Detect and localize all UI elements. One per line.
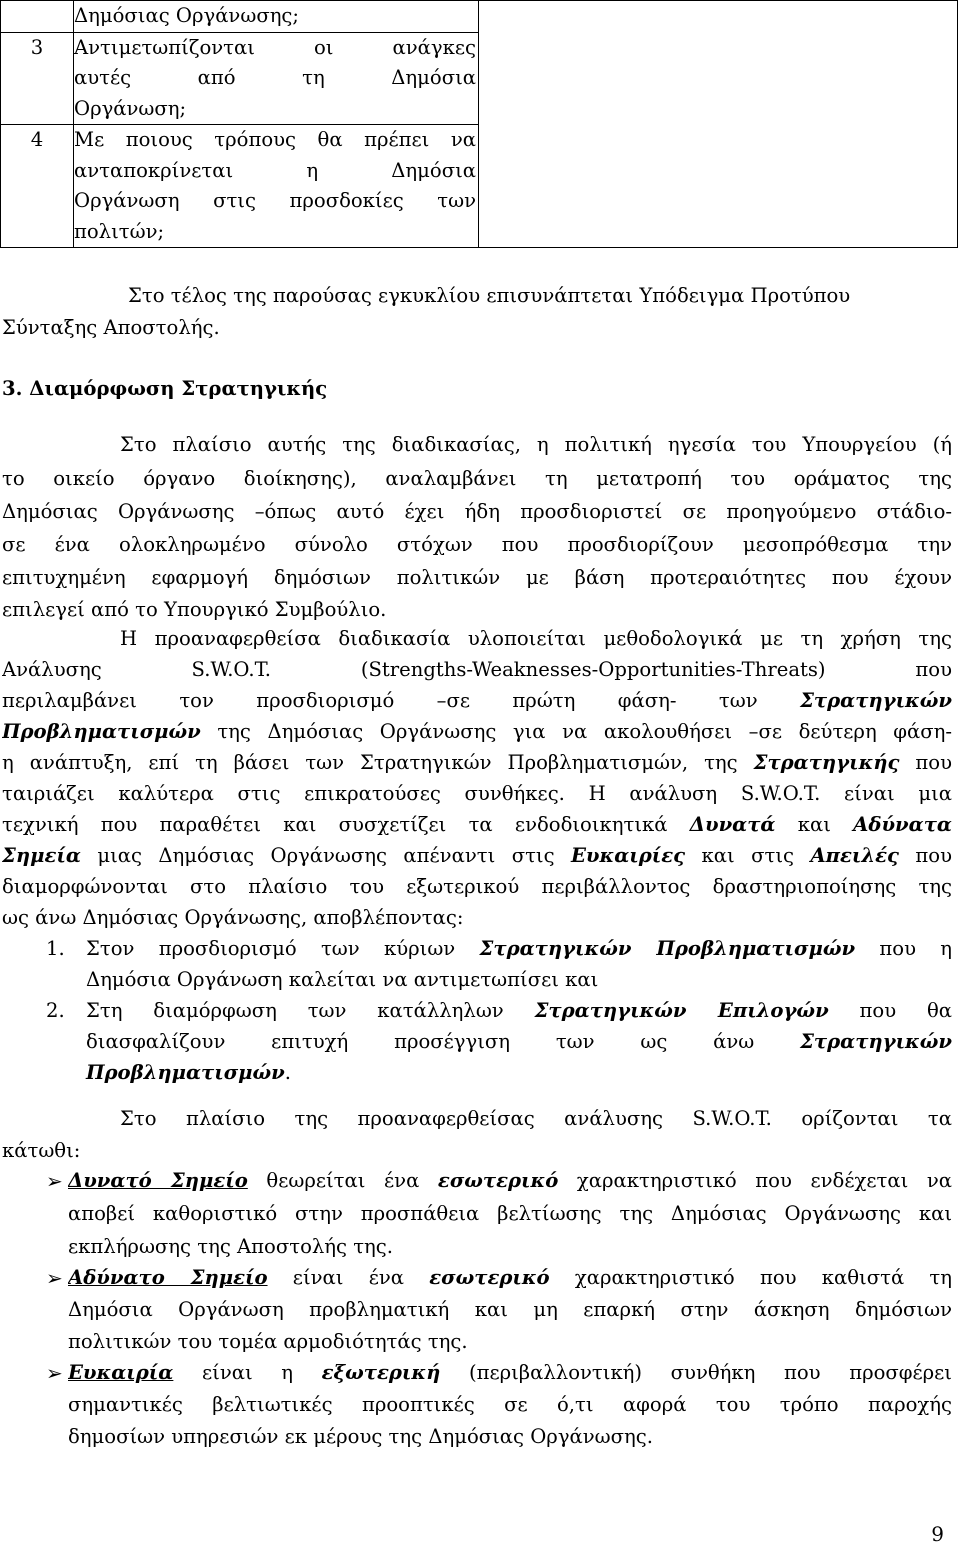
paragraph-line: Ανάλυσης S.W.O.T. (Strengths-Weaknesses-Opportunities-Threats) που	[2, 658, 952, 681]
table-cell-number	[1, 125, 74, 248]
paragraph-line	[2, 841, 952, 871]
bullet-line: αποβεί καθοριστικό στην προσπάθεια βελτίωσης της Δημόσιας Οργάνωσης και	[68, 1202, 952, 1225]
emphasis-term: Προβληματισμών	[2, 720, 201, 743]
emphasis-term: Δυνατό Σημείο	[68, 1169, 248, 1192]
section-heading: 3. Διαμόρφωση Στρατηγικής	[2, 377, 328, 400]
question-line: Με ποιους τρόπους θα πρέπει να	[74, 128, 476, 151]
emphasis-term: Ευκαιρίες	[570, 844, 686, 867]
list-item-line	[86, 1027, 952, 1057]
emphasis-term: Αδύνατα	[853, 813, 952, 836]
question-line: ανταποκρίνεται η Δημόσια	[74, 158, 476, 182]
text-run: Στον προσδιορισμό των κύριων	[86, 937, 480, 960]
list-number: 1.	[46, 937, 65, 960]
arrow-bullet-icon: ➢	[46, 1361, 63, 1385]
emphasis-term: Στρατηγικής	[753, 751, 900, 774]
list-item-line	[86, 1058, 291, 1088]
paragraph-line: ως άνω Δημόσιας Οργάνωσης, αποβλέποντας:	[2, 906, 464, 929]
text-run: και στις	[685, 844, 811, 867]
paragraph-line: επιλεγεί από το Υπουργικό Συμβούλιο.	[2, 598, 387, 621]
table-cell-empty	[479, 1, 958, 248]
arrow-bullet-icon: ➢	[46, 1169, 63, 1193]
question-line: Οργάνωση;	[74, 96, 187, 120]
bullet-line: Δημόσια Οργάνωση προβληματική και μη επαρκή στην άσκηση δημόσιων	[68, 1298, 952, 1321]
list-item-line	[86, 934, 952, 964]
question-line: πολιτών;	[74, 219, 165, 243]
bullet-line: εκπλήρωσης της Αποστολής της.	[68, 1235, 393, 1258]
arrow-bullet-icon: ➢	[46, 1266, 63, 1290]
question-line: αυτές από τη Δημόσια	[74, 66, 476, 89]
table-cell-number	[1, 32, 74, 125]
text-run: τεχνική που παραθέτει και συσχετίζει τα ενδοδιοικητικά	[2, 813, 690, 836]
emphasis-term: Απειλές	[810, 844, 899, 867]
text-run: μιας Δημόσιας Οργάνωσης απέναντι στις	[80, 844, 571, 867]
emphasis-term: Προβληματισμών	[86, 1061, 285, 1084]
emphasis-term: Σημεία	[2, 844, 81, 867]
paragraph-line: Στο πλαίσιο της προαναφερθείσας ανάλυσης S.W.O.T. ορίζονται τα	[120, 1107, 952, 1130]
text-run: της Δημόσιας Οργάνωσης για να ακολουθήσει –σε δεύτερη φάση-	[200, 720, 952, 743]
paragraph-line	[2, 686, 952, 716]
text-run: η ανάπτυξη, επί τη βάσει των Στρατηγικών Προβληματισμών, της	[2, 751, 754, 774]
intro-line: Στο τέλος της παρούσας εγκυκλίου επισυνάπτεται Υπόδειγμα Προτύπου	[128, 284, 851, 307]
paragraph-line	[2, 717, 952, 747]
bullet-line	[68, 1263, 952, 1293]
emphasis-term: Στρατηγικών	[800, 1030, 952, 1053]
emphasis-term: Δυνατά	[689, 813, 776, 836]
text-run: (περιβαλλοντική) συνθήκη που προσφέρει	[440, 1361, 952, 1384]
question-line: Αντιμετωπίζονται οι ανάγκες	[74, 35, 476, 59]
paragraph-line: Δημόσιας Οργάνωσης –όπως αυτό έχει ήδη προσδιοριστεί σε προηγούμενο στάδιο-	[2, 500, 952, 523]
text-run: διασφαλίζουν επιτυχή προσέγγιση των ως άνω	[86, 1030, 801, 1053]
text-run: είναι η	[173, 1361, 322, 1384]
paragraph-line: κάτωθι:	[2, 1139, 81, 1162]
list-number: 2.	[46, 999, 65, 1022]
emphasis-term: Στρατηγικών Προβληματισμών	[479, 937, 856, 960]
bullet-line	[68, 1358, 952, 1388]
text-run: που	[898, 844, 952, 867]
text-run: που θα	[828, 999, 952, 1022]
paragraph-line: Η προαναφερθείσα διαδικασία υλοποιείται μεθοδολογικά με τη χρήση της	[120, 627, 952, 650]
paragraph-line	[2, 810, 952, 840]
text-run: είναι ένα	[267, 1266, 430, 1289]
page-number: 9	[931, 1522, 944, 1546]
paragraph-line: ταιριάζει καλύτερα στις επικρατούσες συνθήκες. Η ανάλυση S.W.O.T. είναι μια	[2, 782, 952, 805]
text-run: περιλαμβάνει τον προσδιορισμό –σε πρώτη φάση- των	[2, 689, 801, 712]
question-number: 3	[30, 35, 44, 59]
text-run: χαρακτηριστικό που καθιστά τη	[549, 1266, 952, 1289]
text-run: θεωρείται ένα	[247, 1169, 438, 1192]
emphasis-term: εσωτερικό	[429, 1266, 550, 1289]
paragraph-line	[2, 748, 952, 778]
table-cell-question	[74, 32, 479, 125]
text-run: που	[899, 751, 952, 774]
question-number: 4	[30, 128, 44, 151]
text-run: .	[284, 1061, 291, 1084]
questions-table	[0, 0, 958, 248]
table-row	[1, 1, 958, 33]
emphasis-term: Ευκαιρία	[68, 1361, 174, 1384]
paragraph-line: επιτυχημένη εφαρμογή δημόσιων πολιτικών με βάση προτεραιότητες που έχουν	[2, 566, 952, 589]
text-run: Στη διαμόρφωση των κατάλληλων	[86, 999, 535, 1022]
bullet-line: σημαντικές βελτιωτικές προοπτικές σε ό,τι αφορά του τρόπο παροχής	[68, 1393, 952, 1416]
intro-line: Σύνταξης Αποστολής.	[2, 316, 220, 339]
bullet-line	[68, 1166, 952, 1196]
question-line: Δημόσιας Οργάνωσης;	[74, 4, 300, 27]
paragraph-line: διαμορφώνονται στο πλαίσιο του εξωτερικού περιβάλλοντος δραστηριοποίησης της	[2, 875, 952, 898]
emphasis-term: Στρατηγικών Επιλογών	[534, 999, 829, 1022]
text-run: και	[775, 813, 854, 836]
bullet-line: πολιτικών του τομέα αρμοδιότητάς της.	[68, 1330, 468, 1353]
text-run: που η	[855, 937, 952, 960]
emphasis-term: εξωτερική	[321, 1361, 441, 1384]
emphasis-term: Αδύνατο Σημείο	[68, 1266, 268, 1289]
bullet-line: δημοσίων υπηρεσιών εκ μέρους της Δημόσιας Οργάνωσης.	[68, 1425, 653, 1448]
paragraph-line: Στο πλαίσιο αυτής της διαδικασίας, η πολιτική ηγεσία του Υπουργείου (ή	[120, 433, 952, 456]
paragraph-line: το οικείο όργανο διοίκησης), αναλαμβάνει τη μετατροπή του οράματος της	[2, 467, 952, 490]
question-line: Οργάνωση στις προσδοκίες των	[74, 189, 476, 212]
paragraph-line: σε ένα ολοκληρωμένο σύνολο στόχων που προσδιορίζουν μεσοπρόθεσμα την	[2, 533, 952, 556]
table-cell-question	[74, 1, 479, 33]
emphasis-term: εσωτερικό	[437, 1169, 559, 1192]
text-run: χαρακτηριστικό που ενδέχεται να	[558, 1169, 952, 1192]
list-item-line: Δημόσια Οργάνωση καλείται να αντιμετωπίσει και	[86, 968, 599, 991]
emphasis-term: Στρατηγικών	[800, 689, 952, 712]
list-item-line	[86, 996, 952, 1026]
table-cell-question	[74, 125, 479, 248]
table-cell-number	[1, 1, 74, 33]
